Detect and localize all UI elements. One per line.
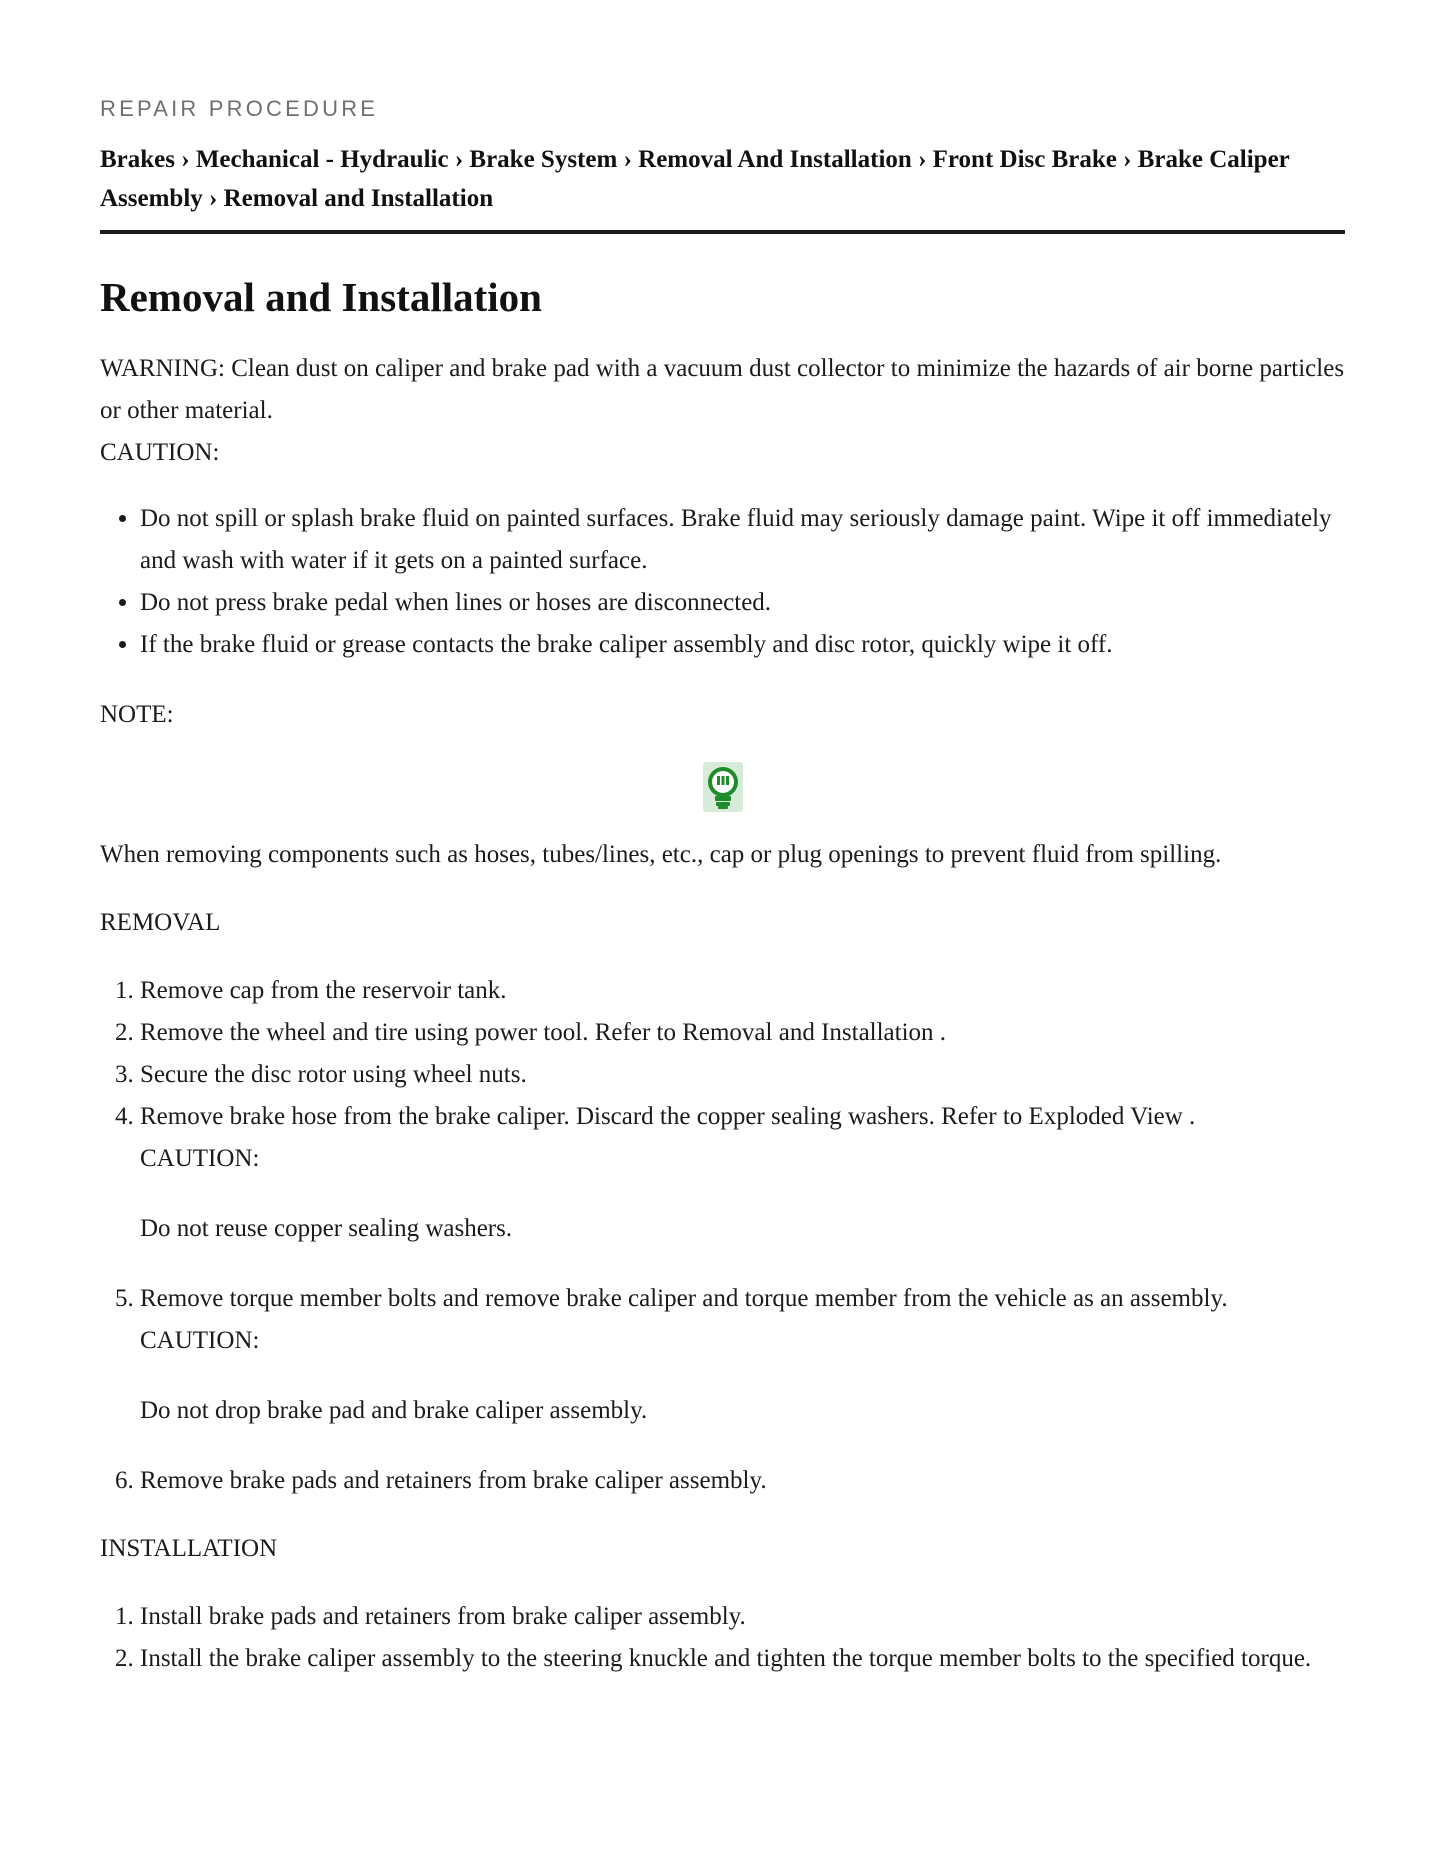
page-title: Removal and Installation bbox=[100, 274, 542, 320]
breadcrumb-separator: › bbox=[209, 185, 218, 212]
installation-step bbox=[140, 1596, 1345, 1638]
caution-item: • If the brake fluid or grease contacts the brake caliper assembly and disc rotor, quickly wipe it off. bbox=[140, 624, 1345, 666]
step-text: Install brake pads and retainers from brake caliper assembly. bbox=[140, 1603, 746, 1630]
removal-step bbox=[140, 1278, 1345, 1432]
breadcrumb-item[interactable]: Removal And Installation bbox=[638, 146, 912, 173]
breadcrumb-separator: › bbox=[454, 146, 464, 173]
lightbulb-icon bbox=[703, 762, 743, 812]
doc-kicker: REPAIR PROCEDURE bbox=[100, 96, 379, 121]
removal-step bbox=[140, 1460, 1345, 1502]
removal-step bbox=[140, 1012, 1345, 1054]
removal-step bbox=[140, 1054, 1345, 1096]
step-caution-label: CAUTION: bbox=[140, 1145, 260, 1172]
breadcrumb-item[interactable]: Front Disc Brake bbox=[932, 146, 1117, 173]
removal-heading: REMOVAL bbox=[100, 909, 221, 936]
breadcrumb bbox=[100, 140, 1345, 234]
step-text: Remove torque member bolts and remove brake caliper and torque member from the vehicle as an assembly. bbox=[140, 1285, 1228, 1312]
note-text: When removing components such as hoses, tubes/lines, etc., cap or plug openings to prevent fluid from spilling. bbox=[100, 841, 1222, 868]
breadcrumb-item[interactable]: Brake Caliper Assembly bbox=[100, 146, 1290, 212]
removal-steps bbox=[100, 970, 1345, 1502]
breadcrumb-item[interactable]: Mechanical - Hydraulic bbox=[195, 146, 449, 173]
caution-list bbox=[100, 498, 1345, 666]
warning-text: WARNING: Clean dust on caliper and brake pad with a vacuum dust collector to minimize the hazards of air borne particles or other material. bbox=[100, 355, 1345, 424]
installation-heading: INSTALLATION bbox=[100, 1535, 278, 1562]
step-text: Secure the disc rotor using wheel nuts. bbox=[140, 1061, 527, 1088]
step-caution-text: Do not reuse copper sealing washers. bbox=[140, 1215, 513, 1242]
removal-step bbox=[140, 970, 1345, 1012]
caution-label: CAUTION: bbox=[100, 439, 220, 466]
breadcrumb-separator: › bbox=[918, 146, 927, 173]
breadcrumb-separator: › bbox=[181, 146, 190, 173]
removal-step bbox=[140, 1096, 1345, 1250]
installation-step bbox=[140, 1638, 1345, 1680]
breadcrumb-current: Removal and Installation bbox=[223, 185, 494, 212]
breadcrumb-item[interactable]: Brakes bbox=[100, 146, 175, 173]
step-text: Install the brake caliper assembly to the steering knuckle and tighten the torque member bolts to the specified torque. bbox=[140, 1645, 1312, 1672]
step-text: Remove the wheel and tire using power tool. Refer to Removal and Installation . bbox=[140, 1019, 947, 1046]
caution-item: • Do not spill or splash brake fluid on painted surfaces. Brake fluid may seriously damage paint. Wipe it off immediately and wash with water if it gets on a painted surface. bbox=[140, 498, 1345, 582]
step-text: Remove cap from the reservoir tank. bbox=[140, 977, 507, 1004]
step-caution-label: CAUTION: bbox=[140, 1327, 260, 1354]
note-label: NOTE: bbox=[100, 701, 174, 728]
installation-steps bbox=[100, 1596, 1345, 1680]
caution-item: • Do not press brake pedal when lines or hoses are disconnected. bbox=[140, 582, 1345, 624]
breadcrumb-separator: › bbox=[623, 146, 632, 173]
step-text: Remove brake hose from the brake caliper. Discard the copper sealing washers. Refer to Exploded View . bbox=[140, 1103, 1196, 1130]
breadcrumb-separator: › bbox=[1123, 146, 1132, 173]
step-text: Remove brake pads and retainers from brake caliper assembly. bbox=[140, 1467, 767, 1494]
step-caution-text: Do not drop brake pad and brake caliper assembly. bbox=[140, 1397, 648, 1424]
breadcrumb-item[interactable]: Brake System bbox=[469, 146, 618, 173]
note-icon-container bbox=[100, 762, 1345, 814]
